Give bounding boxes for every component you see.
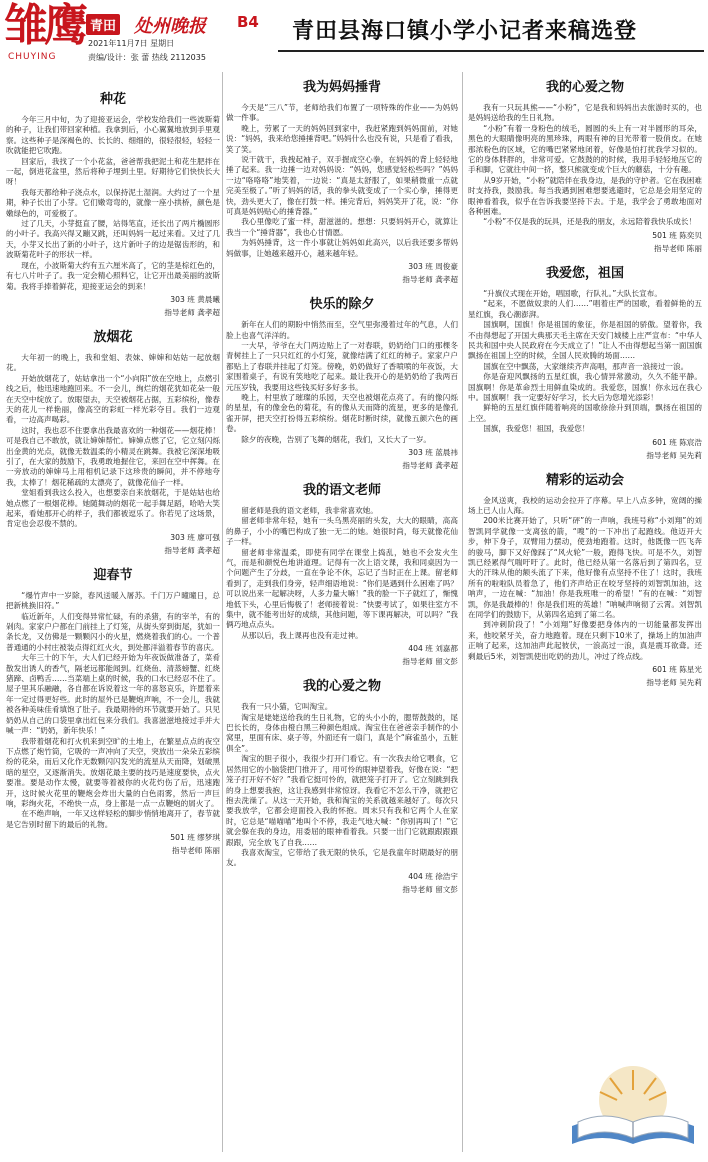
editor-info: 责编/设计：张 蕾 热线 2112035 (88, 53, 206, 62)
article (468, 76, 702, 254)
column-divider (462, 72, 463, 1152)
article (226, 479, 458, 667)
article-paragraph: 留老师是我的语文老师，我非常喜欢她。 (241, 505, 378, 515)
author-byline: 303 班 黄晨曦 (170, 294, 220, 304)
teacher-byline: 指导老师 龚孝超 (164, 307, 220, 317)
article-paragraph: 现在，小波斯菊大约有五六厘米高了，它的茎是棕红色的，有七八片叶子了。我一定会精心照料它，让它开出最美丽的波斯菊。我将手捧着鲜花，迎接亚运会的到来！ (6, 260, 220, 291)
author-byline: 404 班 刘嘉都 (408, 644, 458, 654)
teacher-byline: 指导老师 留文彭 (402, 884, 458, 894)
article (226, 675, 458, 895)
article-title: 快乐的除夕 (309, 297, 375, 313)
article-body (468, 289, 702, 435)
author-byline: 601 班 陈宸浩 (652, 437, 702, 447)
article-paragraph: 除夕的夜晚，告别了飞舞的烟花，我们，又长大了一岁。 (241, 434, 432, 444)
article-body (468, 103, 702, 228)
publish-date: 2021年11月7日 星期日 (88, 39, 175, 48)
author-byline: 601 班 陈星光 (652, 665, 702, 675)
article (468, 469, 702, 689)
author-byline: 303 班 周俊豪 (408, 262, 458, 272)
article-paragraph: 200米比赛开始了，只听“砰”的一声响，我班号称“小刘翔”的刘智凯同学就像一支离弦的箭，“嗖”的一下冲出了起跑线。他迈开大步，伸下身子，双臂用力摆动，使劲地跑着。这时，他既像一匹飞奔的骏马，脚下又好像踩了“风火轮”一般，跑得飞快。可是不久，刘智凯已经累得气喘吁吁了。此时，他已经从第一名落后到了第四名，豆大的汗珠从他的额头流了下来，他好像有点坚持不住了！这时，我班所有的啦啦队员着急了，他们齐声给正在咬牙坚持的刘智凯加油，这呐声，一边在喊：“加油！你是我班唯一的希望！”有的在喊：“刘智凯，你是我最棒的！你是我们班的英雄！”呐喊声响彻了云霄。刘智凯在同学们的鼓励下，从第四名追到了第二名。 (468, 516, 702, 620)
article-body (6, 115, 220, 292)
region-badge: 青田 (86, 14, 120, 35)
article-paragraph: 淘宝是姥姥送给我的生日礼物，它的头小小的，腮帮鼓鼓的，尾巴长长的，身体由橙白黑三种颜色组成。淘宝住在爸爸亲手制作的小窝里，里面有床、桌子等，外面还有一扇门，真是个“麻雀虽小，五脏俱全”。 (226, 712, 458, 753)
article-paragraph: 说干就干，我拽起袖子，双手握成空心拳，在妈妈的背上轻轻地捶了起来。我一边捶一边对妈妈说：“妈妈，您感觉轻松些吗？”妈妈一边“咯咯咯”地笑着，一边说：“真是太舒服了，如果稍微重一点就完美至极了。”听了妈妈的话，我的拳头就变成了一个实心拳，捶得更快，劲头更大了，像在打鼓一样。捶完背后，妈妈笑开了花，说：“你可真是妈妈贴心的捶背器。” (226, 155, 458, 217)
article-paragraph: 我带着烟花和打火机来到空旷的土地上，在繁星点点的夜空下点燃了炮竹筒，它吸的一声冲向了天空，突放出一朵朵五彩缤纷的花朵，而后又化作无数颗闪闪发光的流星从天而降，划破黑暗的星空，又逐渐消失。放烟花最主要的技巧是速度要快，点火要准。要是动作太慢，就要等着被你的火花灼伤了后，迅速跑开，这时候火花里的鞭炮会炸出大量的白色雨雾，然后一声巨响，彩绚火花，不绝快一点，身上都是一点一点鞭炮的屑火了。 (6, 736, 220, 808)
article-title: 放烟花 (93, 329, 133, 345)
article-title: 精彩的运动会 (545, 472, 624, 488)
article-title: 我的心爱之物 (545, 80, 624, 95)
article-paragraph: 淘宝的胆子很小，我很少打开门看它。有一次我去给它喂食，它居然用它的小脑袋把门推开了，用可怜的眼神望着我，好像在说：“把笼子打开好不好？”我看它挺可怜的，就把笼子打开了。它立刻跳到我的身上想要我抱，这让我感到非常惊讶。我看它不怎么干净，就把它抱去洗澡了。从这一天开始，我和淘宝的关系就越来越好了。每次只要我放学，它都会迎面投入我的怀抱。周末只有我和它两个人在家时，它总是“喵喵喵”地叫个不停，我走气地大喊：“你别再叫了！”它就会躲在我的身边，用委屈的眼神看着我。只要一出门它就跟跟跟跟跟跟，完全放飞了自我…… (226, 754, 458, 847)
author-byline: 404 班 徐浩宇 (408, 871, 458, 881)
column-logo: 雏鹰 (4, 0, 84, 51)
article-paragraph: 堂姐看到我这么投入，也想要亲自来放烟花，于是姑姑也给她点燃了一根烟花棒。她随舞动的烟花一起手舞足蹈，哈哈大笑起来，看她那开心的样子，我们都被逗乐了。你若见了这场景，肯定也会忍俊不禁的。 (6, 488, 220, 529)
article-paragraph: 我喜欢淘宝，它带给了我无限的快乐，它是我童年时期最好的朋友。 (226, 847, 458, 868)
article-title: 种花 (99, 92, 126, 107)
article (226, 76, 458, 285)
article-body (468, 496, 702, 663)
article (226, 293, 458, 471)
article-paragraph: 我有一只小猫，它叫淘宝。 (241, 702, 333, 712)
article-paragraph: 从那以后，我上课再也没有走过神。 (241, 630, 363, 640)
article-title: 迎春节 (93, 567, 133, 583)
article (6, 326, 220, 556)
headline-rule (278, 50, 704, 52)
column-middle (226, 72, 458, 903)
column-divider (222, 72, 223, 1152)
article-paragraph: 我有一只玩具熊——“小粉”，它是我和妈妈出去旅游时买的，也是妈妈送给我的生日礼物。 (468, 103, 702, 123)
author-byline: 501 班 陈奕贝 (652, 230, 702, 240)
teacher-byline: 指导老师 陈丽 (654, 243, 702, 253)
author-byline: 303 班 蓝晨祎 (408, 447, 458, 457)
article (6, 564, 220, 856)
article-paragraph: 从9岁开始，“小粉”就陪伴在我身边，是我的守护者。它在我困难时支持我，鼓励我。每当我遇到困难想要逃避时，它总是会用坚定的眼神看着我，似乎在告诉我要坚持下去。于是，我学会了勇敢地面对各种困难。 (468, 175, 702, 217)
article-title: 我爱您，祖国 (545, 265, 624, 281)
article-paragraph: 为妈妈捶背，这一件小事就让妈妈如此高兴，以后我还要多帮妈妈做事，让她越来越开心，越来越年轻。 (226, 238, 458, 258)
article-title: 我为妈妈捶背 (302, 80, 381, 95)
article-paragraph: “起来，不愿做奴隶的人们……”唱着庄严的国歌，看着鲜艳的五星红旗，我心潮澎湃。 (468, 299, 702, 319)
author-byline: 303 班 廖可强 (170, 532, 220, 542)
article-paragraph: 国旗，我爱您！祖国，我爱您！ (483, 424, 590, 434)
teacher-byline: 指导老师 陈丽 (172, 846, 220, 856)
article-title: 我的心爱之物 (302, 679, 381, 695)
article-body (226, 506, 458, 641)
teacher-byline: 指导老师 龚孝超 (402, 460, 458, 470)
article-title: 我的语文老师 (302, 482, 381, 498)
article-body (226, 103, 458, 259)
article-paragraph: 鲜艳的五星红旗伴随着响亮的国歌徐徐升到顶端，飘扬在祖国的上空。 (468, 403, 702, 423)
article-paragraph: “升旗仪式现在开始，唱国歌，行队礼。”大队长宣布。 (483, 288, 662, 298)
teacher-byline: 指导老师 留文彭 (402, 657, 458, 667)
article-paragraph: 国旗在空中飘荡，大家继续齐声高唱，那声音一浪接过一浪。 (483, 361, 689, 371)
article (468, 262, 702, 461)
article-body (6, 353, 220, 530)
article (6, 88, 220, 318)
article-paragraph: 留老师非常温柔，即使有同学在课堂上捣乱，她也不会发火生气，而是和颜悦色地讲道理。记得有一次上语文课，我和同桌因为一个问题产生了分歧，一直在争论不休，忘记了当时正在上课。留老师看到了，走到我们身旁，轻声细语地说：“你们是遇到什么困难了吗？可以说出来一起解决呀，人多力量大嘛！”我的脸一下子就红了，惭愧地低下头，心里后悔极了！老师接着说：“快要考试了，如果往室方不集中，就不能考出好的成绩，其他问题，等下课再解决，可以吗？”我俩巧地点点头。 (226, 547, 458, 630)
article-paragraph: 临近新年，人们变得异常忙碌，有的杀猪，有的宰羊，有的剁肉。家家户户都在门前挂上了灯笼，从街头穿到街尾，犹如一条长龙，又仿佛是一颗颗闪小的火星，燃烧着我们的心。一个普普通通的小村庄被装点得红红火火，到处都洋溢着春节的喜庆。 (6, 611, 220, 652)
article-paragraph: 国旗啊，国旗！你是祖国的象征，你是祖国的骄傲。望着你，我不由得想起了开国大典那天毛主席在天安门城楼上庄严宣布：“中华人民共和国中央人民政府在今天成立了！”让人不由得想起当第一面国旗飘扬在祖国上空的时候，全国人民欢腾的场面…… (468, 320, 702, 361)
article-paragraph: 开始放烟花了，姑姑拿出一个“小向阳”放在空地上，点燃引线之后，他迅速地跑回来。不一会儿，绚烂的烟花犹如花朵一般在天空中绽放了。放眼望去，天空被烟花占据，五彩缤纷，像春天的花儿一样艳丽，像高空的彩虹一样光彩夺目。我们一边观看，一边高声喝彩。 (6, 373, 220, 425)
article-paragraph: 晚上，村里放了璀璨的乐园，天空也被烟花点亮了。有的像闪烁的星星，有的像金色的菊花，有的像从天而降的流星，更多的是像孔雀开屏，把天空打扮得五彩缤纷。烟花时断时续，就像五颜六色的画卷。 (226, 392, 458, 434)
column-logo-pinyin: CHUYING (8, 52, 57, 62)
article-paragraph: 晚上，劳累了一天的妈妈回到家中，我赶紧跑到妈妈面前，对她说：“妈妈，我来给您捶捶背吧。”妈妈什么也没有说，只是看了看我，笑了笑。 (226, 123, 458, 154)
article-paragraph: 过了几天，小芽挺直了腰，站得笔直，还长出了两片椭圆形的小叶子。我高兴得又蹦又跳，还叫妈妈一起过来看。又过了几天，小芽又长出了新的小叶子，这片新叶子的边是锯齿形的，和波斯菊花叶子的形状一样。 (6, 219, 220, 260)
article-paragraph: 我心里像吃了蜜一样，甜滋滋的。想想：只要妈妈开心，就算让我当一个“捶背器”，我也心甘情愿。 (226, 217, 458, 237)
masthead (0, 0, 708, 70)
article-paragraph: 金风送爽，我校的运动会拉开了序幕。早上八点多钟，宽阔的操场上已人山人海。 (468, 495, 702, 515)
article-paragraph: 大年三十的下午，大人们已经开始为年夜饭做准备了，菜肴散发出诱人的香气，隔老远都能闻到。红烧鱼、清蒸螃蟹、红烧猪蹄、卤鸭舌……当菜端上桌的时候，我的口水已经忍不住了。屋子里其乐融融，各自都在诉说着这一年的喜怒哀乐，许愿着来年一定过得更好些。此时的屋外已是鞭炮声响，不一会儿，我就被各种美味佳肴填饱了肚子。我最期待的环节就要开始了。只见奶奶从自己的口袋里拿出红包来分我们。我喜滋滋地接过手并大喊一声：“奶奶，新年快乐！” (6, 653, 220, 736)
article-body (226, 320, 458, 445)
article-paragraph: 这时，我也忍不住要拿出我最喜欢的一种烟花——烟花棒！可是我自己不敢放，就让婶婶帮忙。婶婶点燃了它，它立刻闪烁出金黄的光点，就像无数温柔的小精灵在跳舞。我被它深深地吸引了，在大家的鼓励下，我勇敢地握住它，来回在空中挥舞。在一旁放动的婶婶马上用相机记录下这珍贵的瞬间，并不停地夸我，太棒了！烟花稀疏的太漂亮了，就像花仙子一样。 (6, 425, 220, 487)
column-right (468, 72, 702, 696)
article-body (6, 591, 220, 830)
article-paragraph: 今年三月中旬，为了迎接亚运会，学校发给我们一些波斯菊的种子，让我们带回家种植。我拿到后，小心翼翼地放到手里观察。这些种子是深褐色的、长长的、细细的，很轻很轻，轻轻一吹就能把它吹跑。 (6, 115, 220, 156)
article-paragraph: 你是奋迎风飘扬的五星红旗，我心情异常激动，久久不能平静。国旗啊！你是革命烈士用鲜血染成的。我爱您，国旗！你永远在我心中。国旗啊！我一定要好好学习，长大后为您增光添彩！ (468, 372, 702, 402)
article-paragraph: 留老师非常年轻，她有一头乌黑亮丽的头发，大大的眼睛，高高的鼻子，小小的嘴巴构成了独一无二的她。她很时尚，每天就像花仙子一样。 (226, 516, 458, 547)
article-paragraph: “小粉”不仅是我的玩具，还是我的朋友，永远陪着我快乐成长！ (483, 217, 697, 227)
article-body (226, 702, 458, 869)
newspaper-name: 处州晚报 (134, 16, 206, 37)
article-paragraph: 新年在人们的期盼中悄然而至，空气里弥漫着过年的气息，人们脸上也喜气洋洋的。 (226, 320, 458, 340)
teacher-byline: 指导老师 龚孝超 (164, 545, 220, 555)
article-paragraph: “爆竹声中一岁除，春风送暖入屠苏。千门万户曈曈日，总把新桃换旧符。” (6, 590, 220, 611)
column-left (6, 84, 220, 864)
teacher-byline: 指导老师 吴先莉 (646, 678, 702, 688)
article-paragraph: 在不绝声响，一年又这样轻松的脚步悄悄地离开了，春节就是它告别时留下的最后的礼物。 (6, 809, 220, 829)
article-paragraph: 我每天都给种子浇点水，以保持泥土湿润。大约过了一个星期，种子长出了小芽。它们嫩弯弯的，就像一座小拱桥，颜色是嫩绿色的，可爱极了。 (6, 187, 220, 218)
article-paragraph: 今天是“三八”节，老师给我们布置了一项特殊的作业——为妈妈做一件事。 (226, 103, 458, 123)
article-paragraph: 回家后，我找了一个小花盆，爸爸帮我把泥土和花生肥拌在一起，倒进花盆里，然后将种子埋到土里。好期待它们快快长大呀！ (6, 156, 220, 187)
author-byline: 501 班 缪梦琪 (170, 833, 220, 843)
page-headline: 青田县海口镇小学小记者来稿选登 (292, 19, 638, 44)
teacher-byline: 指导老师 龚孝超 (402, 275, 458, 285)
teacher-byline: 指导老师 吴先莉 (646, 450, 702, 460)
article-paragraph: 一大早，爷爷在大门两边贴上了一对春联，奶奶给门口的那棵冬青树挂上了一只只红红的小灯笼，就像结满了红红的柿子。家家户户都贴上了春联并挂起了灯笼。傍晚，奶奶做好了香喷喷的年夜饭，大家围着桌子，有说有笑地吃了起来。最让我开心的是奶奶给了我两百元压岁钱，我要用这些钱买好多好多书。 (226, 340, 458, 392)
article-paragraph: “小粉”有着一身粉色的绒毛，圆圆的头上有一对半圆形的耳朵，黑色的大眼睛像明亮的黑珍珠，两眼有神的目光带着一股俏皮。在她那浓粉色的区域，它的嘴巴紧紧地闭着，好像是怕打扰我学习似的。它的身体胖胖的，非常可爱。它鼓鼓的的时候，我用手轻轻地压它的手和脚，它就往中间一挤，整只熊就变成个巨大的蘑菇，十分有趣。 (468, 123, 702, 175)
page-number: B4 (237, 13, 259, 31)
article-paragraph: 到冲刺阶段了！“小刘翔”好像要把身体内的一切能量都发挥出来，他咬紧牙关，奋力地跑着。现在只剩下10米了，操场上的加油声正响了起来，这加油声此起彼伏，一浪高过一浪，真是震耳欲聋。还剩最后5米，刘智凯使出吃奶的劲儿，冲过了终点线。 (468, 620, 702, 661)
open-book-icon (562, 1060, 704, 1156)
article-paragraph: 大年初一的晚上，我和堂姐、表妹、婶婶和姑姑一起放烟花。 (6, 352, 220, 373)
